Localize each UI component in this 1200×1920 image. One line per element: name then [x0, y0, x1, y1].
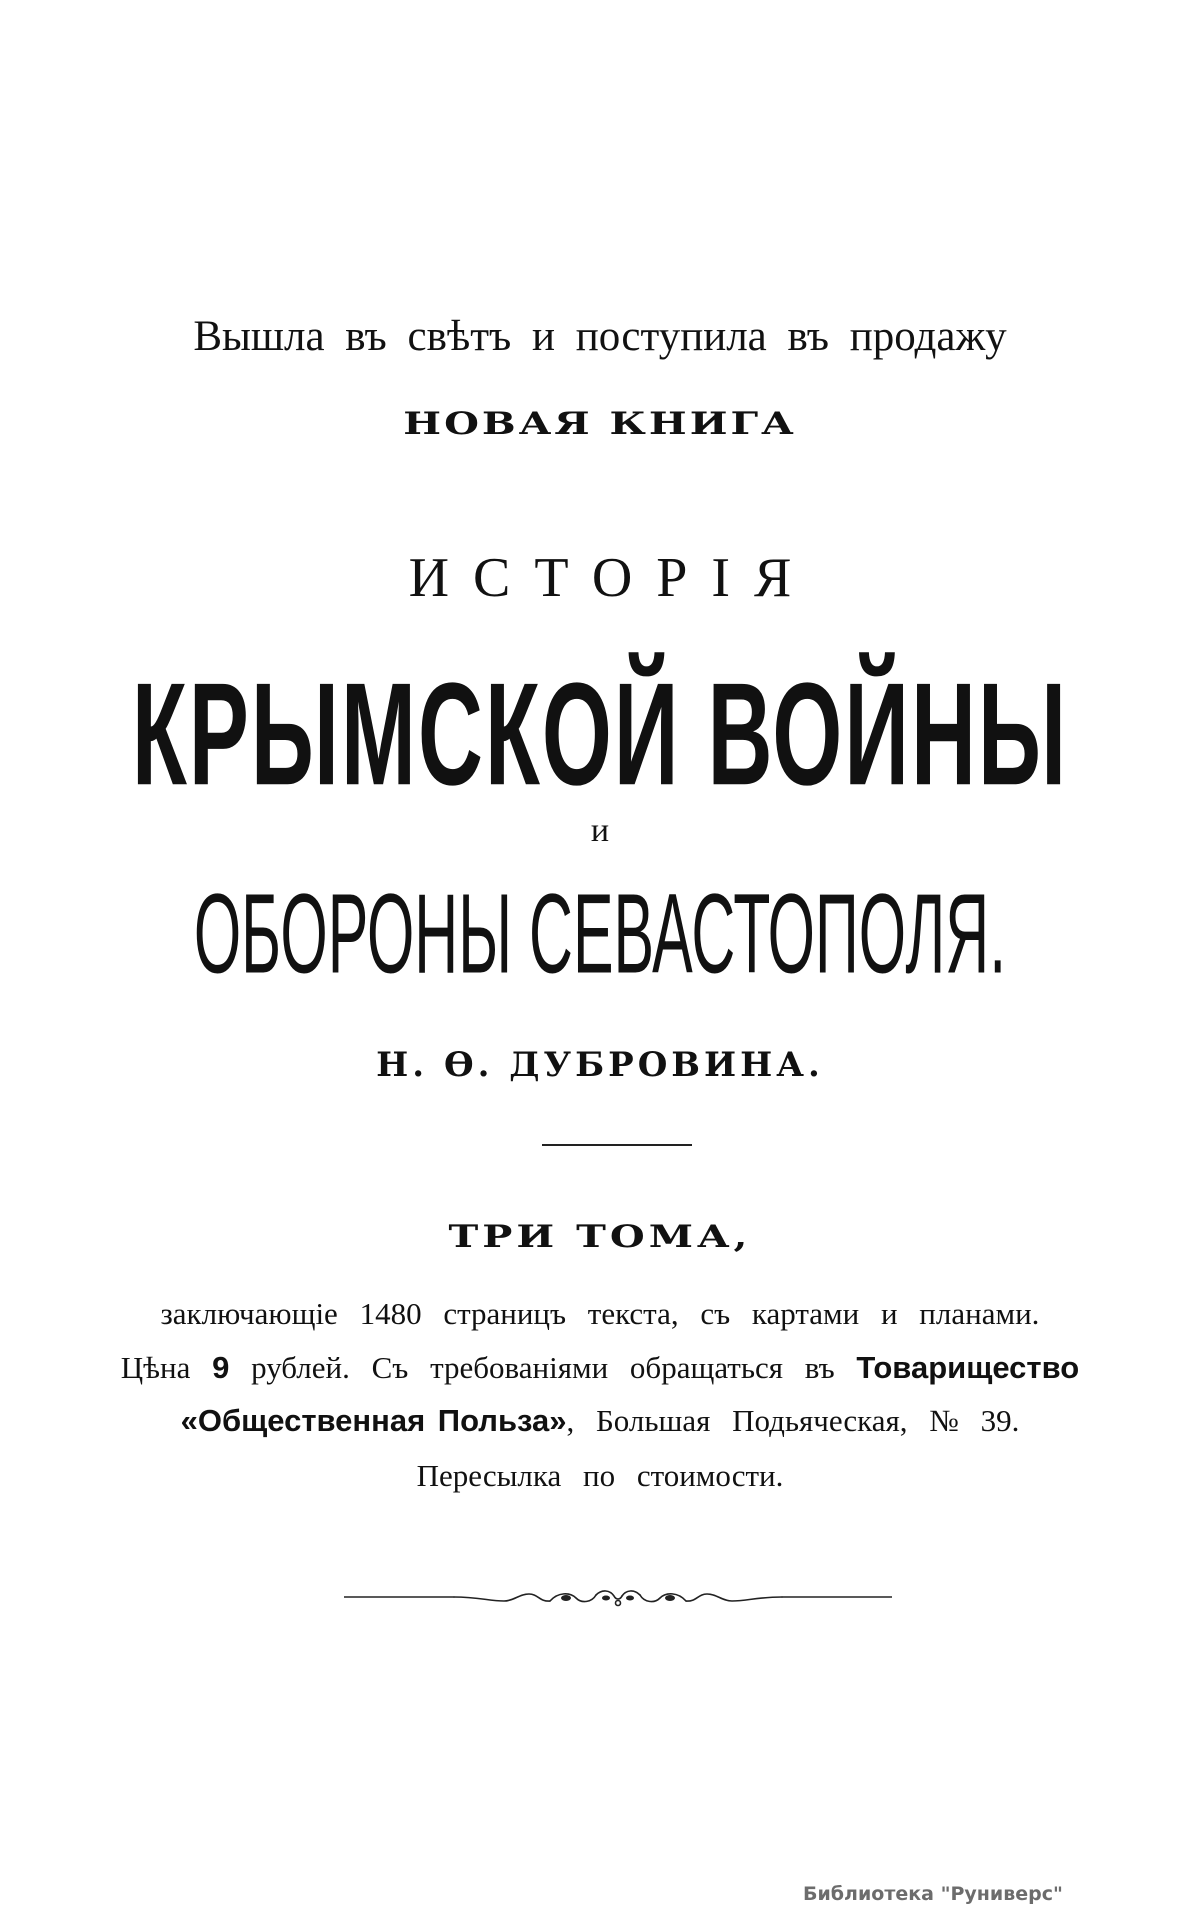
address-text: , Большая Подьяческая, № 39. [566, 1403, 1020, 1438]
library-watermark: Библиотека "Руниверс" [803, 1883, 1063, 1905]
volumes-heading: ТРИ ТОМА, [448, 1218, 752, 1255]
title-history: ИСТОРІЯ [408, 547, 816, 609]
price-prefix: Цѣна [120, 1350, 213, 1385]
details-address-line [0, 1403, 1200, 1439]
details-shipping-line: Пересылка по стоимости. [416, 1458, 784, 1493]
quote-open: « [180, 1403, 198, 1438]
announcement-line: Вышла въ свѣтъ и поступила въ продажу [193, 313, 1007, 360]
title-sevastopol-defense: ОБОРОНЫ СЕВАСТОПОЛЯ. [193, 869, 1007, 998]
company-name: Общественная Польза [197, 1403, 550, 1438]
author-name: Н. Ѳ. ДУБРОВИНА. [376, 1045, 824, 1085]
price-value: 9 [212, 1350, 230, 1385]
details-price-line [0, 1350, 1200, 1386]
title-conjunction: и [590, 812, 610, 849]
divider-rule [542, 1144, 692, 1146]
details-pages-line: заключающіе 1480 страницъ текста, съ картами и планами. [160, 1296, 1040, 1331]
title-crimean-war: КРЫМСКОЙ ВОЙНЫ [131, 654, 1069, 817]
new-book-heading: НОВАЯ КНИГА [403, 405, 797, 442]
price-middle-text: рублей. Съ требованіями обращаться въ [229, 1350, 857, 1385]
ornament-divider-icon [344, 1582, 892, 1612]
company-word: Товарищество [856, 1350, 1080, 1385]
quote-close: » [549, 1403, 567, 1438]
